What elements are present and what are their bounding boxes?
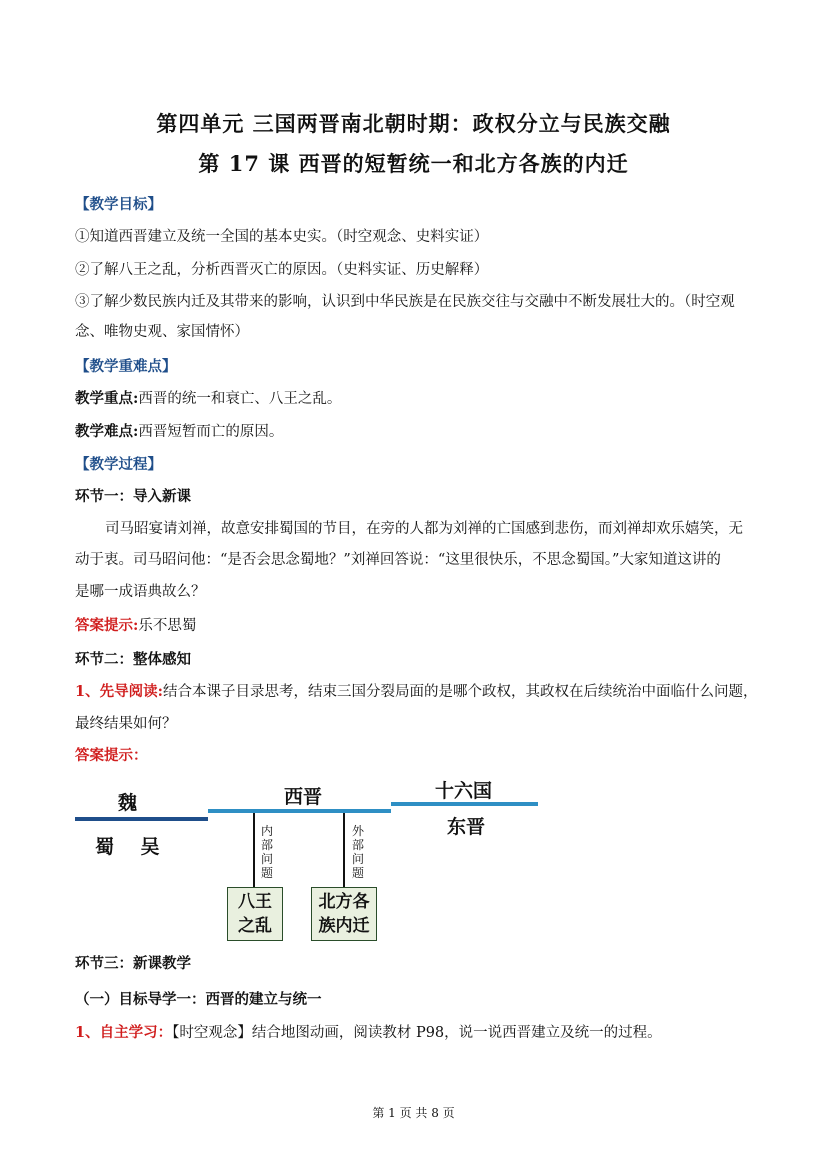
step-3-heading: 环节三：新课教学	[75, 955, 191, 972]
keypoints-heading: 【教学重难点】	[75, 358, 177, 375]
question-1-label: 1、先导阅读:	[75, 683, 163, 700]
key-text: 西晋的统一和衰亡、八王之乱。	[138, 391, 342, 407]
question-1-line-2: 最终结果如何？	[75, 716, 177, 732]
process-heading: 【教学过程】	[75, 456, 162, 473]
answer-label: 答案提示:	[75, 617, 139, 634]
external-connector	[343, 813, 345, 888]
step-2-heading: 环节二：整体感知	[75, 651, 191, 668]
difficulty-label: 教学难点:	[75, 423, 139, 440]
key-point	[75, 389, 755, 409]
migration-box: 北方各 族内迁	[311, 887, 377, 941]
difficulty-point	[75, 422, 755, 442]
question-2	[75, 1023, 755, 1043]
goal-2: ②了解八王之乱，分析西晋灭亡的原因。（史料实证、历史解释）	[75, 262, 489, 278]
story-line-2: 动于衷。司马昭问他：“是否会思念蜀地？”刘禅回答说：“这里很快乐，不思念蜀国。”大家知道这讲的	[75, 552, 721, 568]
dongjin-label: 东晋	[447, 816, 486, 838]
question-1-text: 结合本课子目录思考，结束三国分裂局面的是哪个政权，其政权在后续统治中面临什么问题，	[162, 684, 758, 700]
goal-3-line-2: 念、唯物史观、家国情怀）	[75, 324, 249, 340]
page-footer: 第 1 页 共 8 页	[372, 1106, 455, 1120]
shiliuguo-label: 十六国	[435, 780, 493, 802]
story-line-1: 司马昭宴请刘禅，故意安排蜀国的节目，在旁的人都为刘禅的亡国感到悲伤，而刘禅却欢乐嬉笑，无	[105, 521, 743, 537]
shu-wu-label: 蜀 吴	[95, 836, 160, 858]
dongjin-bar	[391, 802, 538, 806]
question-2-text: 【时空观念】结合地图动画，阅读教材 P98，说一说西晋建立及统一的过程。	[172, 1025, 662, 1041]
answer-text: 乐不思蜀	[138, 618, 197, 634]
goal-1: ①知道西晋建立及统一全国的基本史实。（时空观念、史料实证）	[75, 229, 489, 245]
answer-1	[75, 616, 755, 636]
goals-heading: 【教学目标】	[75, 196, 162, 213]
xijin-label: 西晋	[284, 786, 323, 808]
question-2-label: 1、自主学习：	[75, 1024, 173, 1041]
internal-connector	[253, 813, 255, 888]
internal-issue-label: 内 部 问 题	[260, 824, 273, 880]
goal-3-line-1: ③了解少数民族内迁及其带来的影响，认识到中华民族是在民族交往与交融中不断发展壮大的。（时空观	[75, 294, 735, 310]
wei-bar	[75, 817, 208, 821]
external-issue-label: 外 部 问 题	[351, 824, 364, 880]
wei-label: 魏	[118, 792, 138, 814]
key-label: 教学重点:	[75, 390, 139, 407]
lesson-title: 第 17 课 西晋的短暂统一和北方各族的内迁	[198, 151, 629, 176]
unit-title: 第四单元 三国两晋南北朝时期：政权分立与民族交融	[156, 111, 671, 136]
answer-2-label: 答案提示：	[75, 747, 148, 764]
step-1-heading: 环节一：导入新课	[75, 488, 191, 505]
story-line-3: 是哪一成语典故么？	[75, 584, 206, 600]
bawang-box: 八王 之乱	[227, 887, 283, 941]
question-1-line-1	[75, 682, 758, 702]
difficulty-text: 西晋短暂而亡的原因。	[138, 424, 284, 440]
subsection-1-heading: （一）目标导学一：西晋的建立与统一	[75, 991, 322, 1008]
xijin-bar	[208, 809, 391, 813]
